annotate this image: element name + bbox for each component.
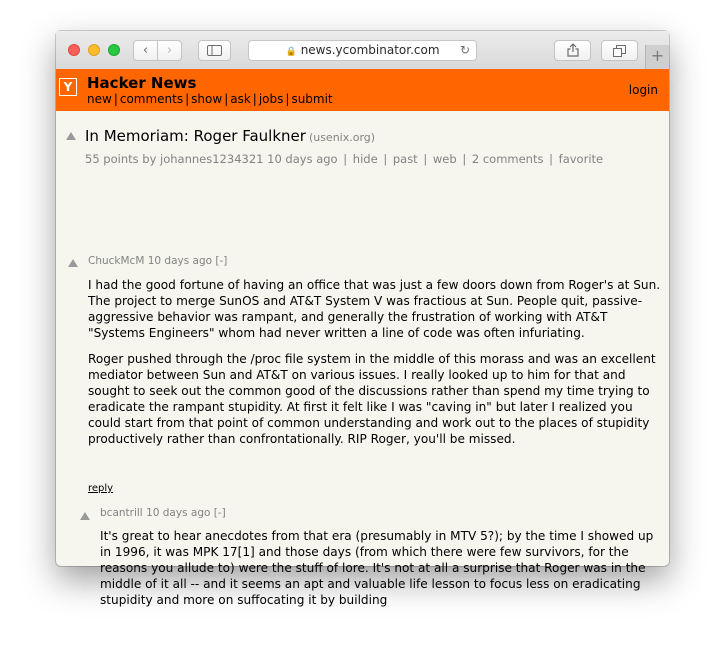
show-tabs-button[interactable] [601, 40, 638, 61]
address-bar[interactable] [248, 40, 477, 61]
comment-collapse-toggle[interactable]: [-] [215, 255, 228, 267]
comment-upvote-icon[interactable] [80, 512, 90, 520]
comment-header [100, 507, 226, 519]
story-points: 55 points [85, 152, 139, 166]
story-title-link[interactable]: In Memoriam: Roger Faulkner [85, 127, 306, 145]
reply-link[interactable]: reply [88, 483, 114, 494]
story-favorite-link[interactable]: favorite [558, 152, 604, 166]
new-tab-button[interactable] [645, 45, 669, 69]
minimize-window-button[interactable] [88, 44, 100, 56]
story-past-link[interactable]: past [392, 152, 418, 166]
comment-body [100, 528, 664, 608]
nav-show[interactable]: show [191, 92, 223, 106]
hn-nav [87, 92, 333, 106]
story-by-label: by [142, 152, 157, 166]
comment-author[interactable]: ChuckMcM [88, 255, 145, 267]
subtext-separator: | [549, 152, 553, 166]
close-window-button[interactable] [68, 44, 80, 56]
hn-logo[interactable]: Y [59, 78, 77, 96]
nav-separator: | [185, 92, 190, 106]
tabs-overview-icon [613, 45, 626, 57]
share-icon [567, 43, 579, 57]
nav-jobs[interactable]: jobs [258, 92, 284, 106]
page-content [56, 111, 669, 607]
sidebar-icon [207, 45, 222, 56]
subtext-separator: | [462, 152, 467, 166]
site-title[interactable]: Hacker News [87, 74, 197, 92]
comment-author[interactable]: bcantrill [100, 507, 143, 519]
story-title-row [85, 127, 375, 145]
comment-age[interactable]: 10 days ago [147, 255, 213, 267]
title-bar [56, 31, 669, 70]
comment-paragraph: I had the good fortune of having an office that was just a few doors down from Roger's at Sun. The project to merge SunOS and AT&T System V was fractious at Sun. People quit, passive-aggressive behavior was rampant, and generally the frustration of working with AT&T "Systems Engineers" whom had never written a line of code was often infuriating. [88, 278, 661, 340]
login-link[interactable]: login [628, 83, 658, 97]
sidebar-toggle-button[interactable] [198, 40, 231, 61]
story-subtext [85, 152, 603, 166]
story-hide-link[interactable]: hide [352, 152, 378, 166]
comment-paragraph: It's great to hear anecdotes from that era (presumably in MTV 5?); by the time I showed up in 1996, it was MPK 17[1] and those days (from which there were few survivors, for the reasons you allude to) were the stuff of lore. It's not at all a surprise that Roger was in the middle of it all -- and it seems an apt and valuable life lesson to focus less on eradicating stupidity and more on suffocating it by building [100, 529, 654, 607]
address-url: news.ycombinator.com [300, 43, 440, 57]
story-site[interactable]: (usenix.org) [308, 131, 376, 144]
share-button[interactable] [554, 40, 591, 61]
hn-header [56, 69, 669, 111]
comment-paragraph: Roger pushed through the /proc file system in the middle of this morass and was an excellent mediator between Sun and AT&T on various issues. I really looked up to him for that and sought to seek out the common good of the discussions rather than spend my time trying to eradicate the rampant stupidity. At first it felt like I was "caving in" but later I realized you could start from that point of common understanding and work out to the places of stupidity productively rather than confrontationally. RIP Roger, you'll be missed. [88, 352, 656, 446]
nav-ask[interactable]: ask [230, 92, 251, 106]
story-author[interactable]: johannes1234321 [160, 152, 264, 166]
story-web-link[interactable]: web [432, 152, 457, 166]
nav-separator: | [285, 92, 290, 106]
comment-body [88, 277, 666, 447]
subtext-separator: | [343, 152, 348, 166]
comment-age[interactable]: 10 days ago [146, 507, 211, 519]
back-button[interactable] [133, 40, 158, 61]
browser-window [56, 31, 669, 607]
story-age[interactable]: 10 days ago [267, 152, 338, 166]
plus-icon: + [650, 46, 665, 65]
nav-separator: | [113, 92, 118, 106]
nav-separator: | [252, 92, 257, 106]
comment-upvote-icon[interactable] [68, 259, 78, 267]
forward-button[interactable] [157, 40, 182, 61]
nav-comments[interactable]: comments [119, 92, 184, 106]
comment-collapse-toggle[interactable]: [-] [213, 507, 226, 519]
story-upvote-icon[interactable] [66, 132, 76, 140]
subtext-separator: | [423, 152, 428, 166]
lock-icon: 🔒 [285, 47, 297, 57]
chevron-left-icon: ‹ [142, 43, 149, 58]
story-comments-link[interactable]: 2 comments [471, 152, 544, 166]
nav-submit[interactable]: submit [291, 92, 333, 106]
maximize-window-button[interactable] [108, 44, 120, 56]
subtext-separator: | [383, 152, 388, 166]
comment-header [88, 255, 227, 267]
reload-icon[interactable]: ↻ [459, 43, 470, 57]
nav-new[interactable]: new [87, 92, 112, 106]
chevron-right-icon: › [166, 43, 173, 58]
nav-separator: | [224, 92, 229, 106]
